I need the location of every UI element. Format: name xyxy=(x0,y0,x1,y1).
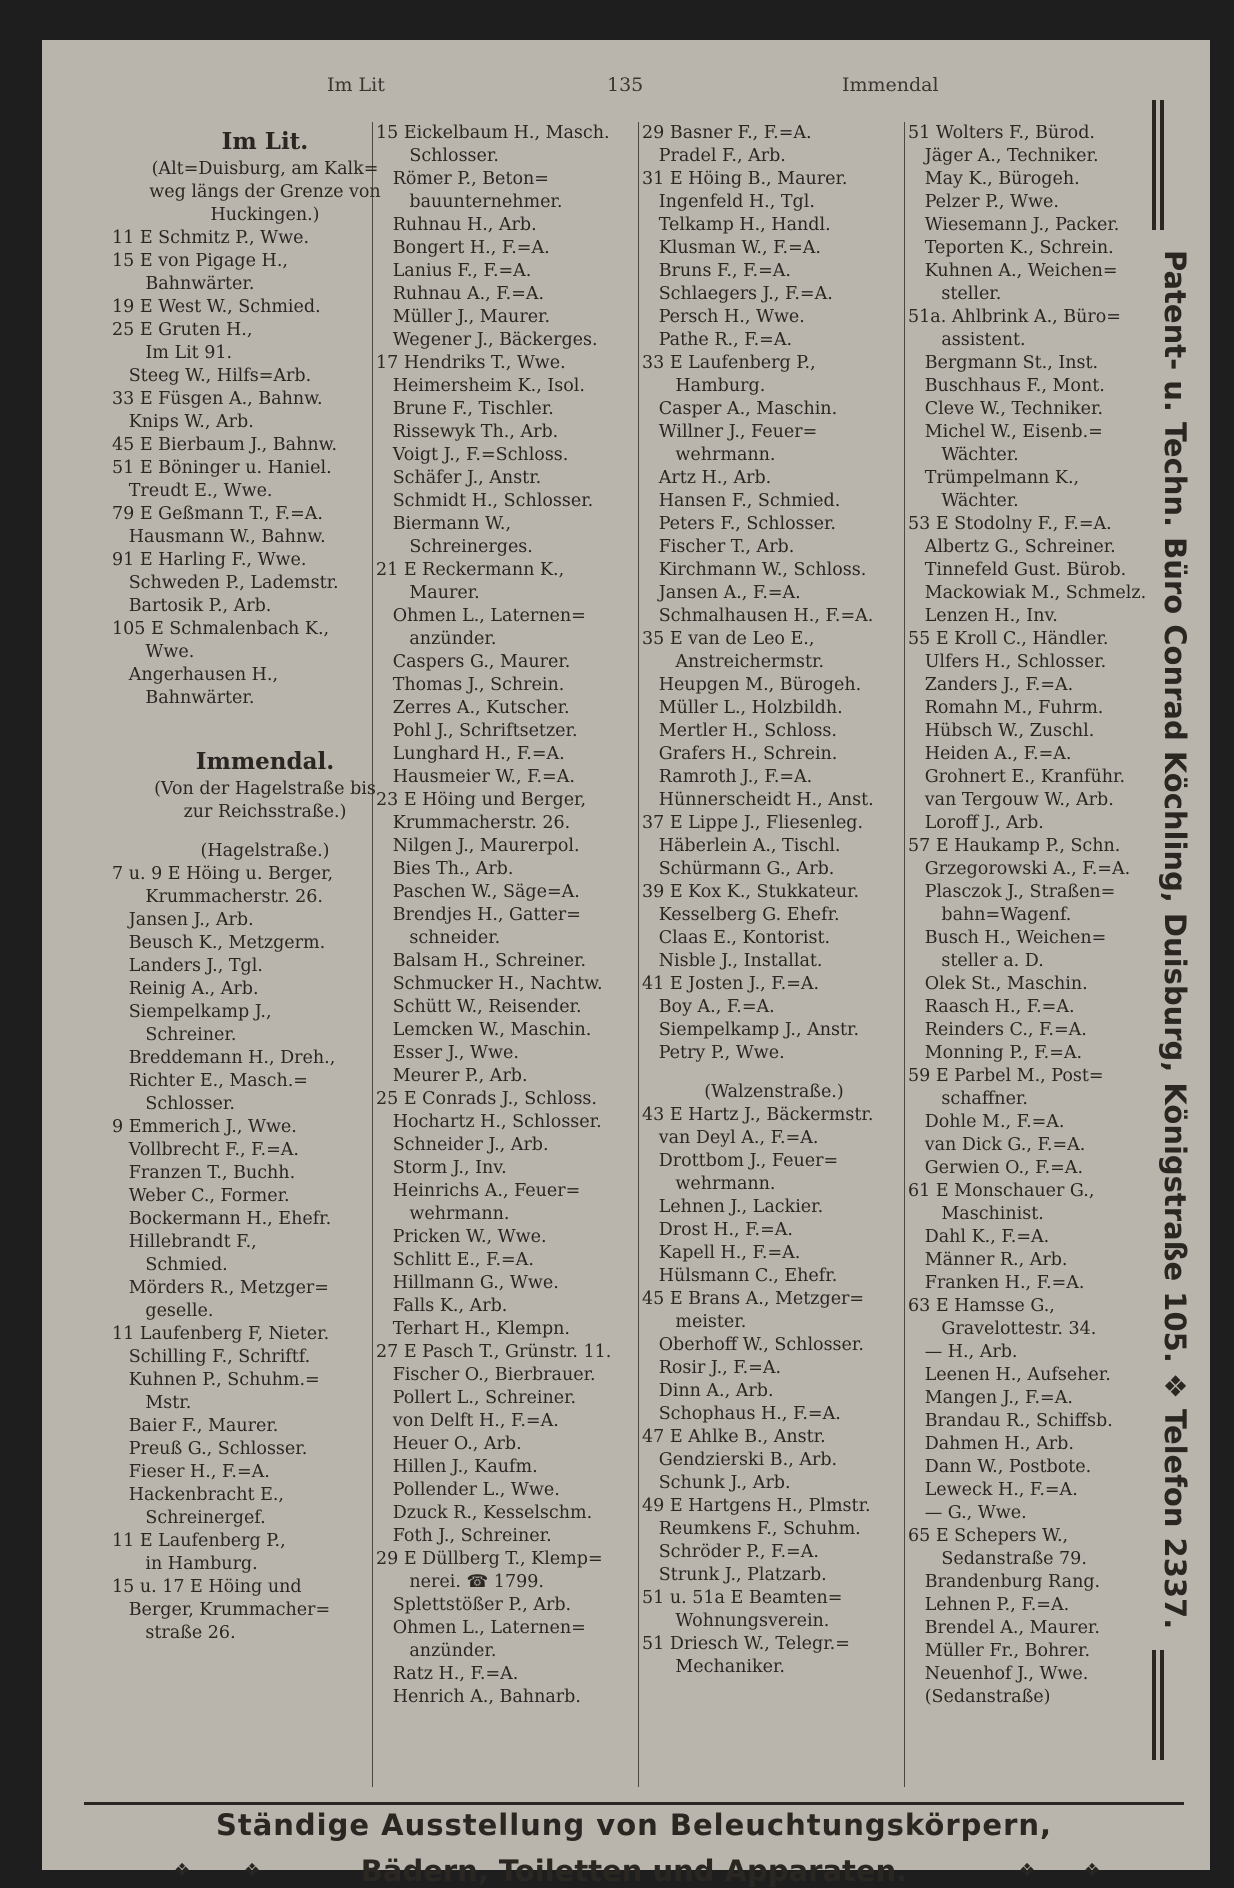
directory-entry: Heupgen M., Bürogeh. xyxy=(642,675,862,695)
directory-entry: Bruns F., F.=A. xyxy=(642,261,791,281)
running-header-right: Immendal xyxy=(842,74,939,96)
directory-entry: Albertz G., Schreiner. xyxy=(908,537,1116,557)
directory-entry: 45 E Bierbaum J., Bahnw. xyxy=(112,435,338,455)
directory-entry: Mertler H., Schloss. xyxy=(642,721,837,741)
directory-entry: Monning P., F.=A. xyxy=(908,1043,1083,1063)
directory-entry: Wegener J., Bäckerges. xyxy=(376,330,598,350)
directory-entry: Hillebrandt F., xyxy=(112,1232,257,1252)
bottom-ad-line-2 xyxy=(84,1854,1184,1888)
street-note: (Von der Hagelstraße bis xyxy=(154,779,376,799)
directory-entry: Pollender L., Wwe. xyxy=(376,1480,560,1500)
directory-entry: (Sedanstraße) xyxy=(908,1687,1051,1707)
directory-entry: 59 E Parbel M., Post= xyxy=(908,1066,1104,1086)
directory-entry: 27 E Pasch T., Grünstr. 11. xyxy=(376,1342,612,1362)
directory-entry: Artz H., Arb. xyxy=(642,468,772,488)
directory-entry: Gerwien O., F.=A. xyxy=(908,1158,1084,1178)
directory-entry: Schreinergef. xyxy=(112,1508,266,1528)
directory-entry: 53 E Stodolny F., F.=A. xyxy=(908,514,1112,534)
directory-entry: 57 E Haukamp P., Schn. xyxy=(908,836,1121,856)
directory-entry: Falls K., Arb. xyxy=(376,1296,508,1316)
directory-entry: 33 E Füsgen A., Bahnw. xyxy=(112,389,323,409)
directory-entry: Pelzer P., Wwe. xyxy=(908,192,1059,212)
directory-entry: Landers J., Tgl. xyxy=(112,956,263,976)
street-note: (Walzenstraße.) xyxy=(704,1082,844,1102)
directory-entry: steller. xyxy=(908,284,1002,304)
directory-entry: bauunternehmer. xyxy=(376,192,563,212)
directory-entry: Klusman W., F.=A. xyxy=(642,238,821,258)
directory-entry: Kuhnen A., Weichen= xyxy=(908,261,1118,281)
ornament-icon: ❖ xyxy=(244,1860,261,1881)
directory-entry: Jansen A., F.=A. xyxy=(642,583,801,603)
directory-entry: Hochartz H., Schlosser. xyxy=(376,1112,602,1132)
directory-entry: Reinig A., Arb. xyxy=(112,979,259,999)
directory-entry: 51 Driesch W., Telegr.= xyxy=(642,1634,850,1654)
directory-entry: Gravelottestr. 34. xyxy=(908,1319,1097,1339)
directory-entry: Loroff J., Arb. xyxy=(908,813,1044,833)
directory-entry: 61 E Monschauer G., xyxy=(908,1181,1095,1201)
directory-entry: Kirchmann W., Schloss. xyxy=(642,560,867,580)
directory-entry: 25 E Gruten H., xyxy=(112,320,253,340)
directory-entry: Hausmeier W., F.=A. xyxy=(376,767,575,787)
directory-entry: Preuß G., Schlosser. xyxy=(112,1439,308,1459)
directory-entry: Grafers H., Schrein. xyxy=(642,744,838,764)
directory-entry: Teporten K., Schrein. xyxy=(908,238,1114,258)
directory-entry: 39 E Kox K., Stukkateur. xyxy=(642,882,860,902)
directory-page xyxy=(42,40,1210,1888)
directory-entry: Angerhausen H., xyxy=(112,665,279,685)
directory-entry: Ruhnau A., F.=A. xyxy=(376,284,545,304)
directory-entry: Im Lit 91. xyxy=(112,343,233,363)
directory-entry: Wohnungsverein. xyxy=(642,1611,830,1631)
directory-entry: nerei. ☎ 1799. xyxy=(376,1572,544,1592)
directory-entry: 15 u. 17 E Höing und xyxy=(112,1577,302,1597)
directory-entry: Cleve W., Techniker. xyxy=(908,399,1104,419)
directory-entry: Plasczok J., Straßen= xyxy=(908,882,1116,902)
street-note: Huckingen.) xyxy=(210,205,320,225)
directory-entry: Steeg W., Hilfs=Arb. xyxy=(112,366,312,386)
directory-entry: Schreinerges. xyxy=(376,537,533,557)
directory-entry: Bahnwärter. xyxy=(112,274,255,294)
directory-entry: 47 E Ahlke B., Anstr. xyxy=(642,1427,826,1447)
directory-entry: in Hamburg. xyxy=(112,1554,258,1574)
directory-entry: wehrmann. xyxy=(376,1204,510,1224)
directory-entry: 19 E West W., Schmied. xyxy=(112,297,321,317)
directory-entry: Kesselberg G. Ehefr. xyxy=(642,905,840,925)
directory-entry: Schophaus H., F.=A. xyxy=(642,1404,841,1424)
directory-entry: 51 Wolters F., Bürod. xyxy=(908,123,1095,143)
directory-entry: May K., Bürogeh. xyxy=(908,169,1080,189)
directory-entry: Wächter. xyxy=(908,445,1019,465)
directory-entry: Sedanstraße 79. xyxy=(908,1549,1087,1569)
directory-entry: Franzen T., Buchh. xyxy=(112,1163,296,1183)
directory-entry: anzünder. xyxy=(376,629,497,649)
directory-entry: Terhart H., Klempn. xyxy=(376,1319,570,1339)
directory-entry: 55 E Kroll C., Händler. xyxy=(908,629,1109,649)
directory-entry: Zerres A., Kutscher. xyxy=(376,698,570,718)
street-note: zur Reichsstraße.) xyxy=(183,802,347,822)
directory-entry: 17 Hendriks T., Wwe. xyxy=(376,353,566,373)
directory-entry: Mangen J., F.=A. xyxy=(908,1388,1073,1408)
directory-entry: 9 Emmerich J., Wwe. xyxy=(112,1117,297,1137)
directory-entry: Hillen J., Kaufm. xyxy=(376,1457,538,1477)
directory-entry: Reinders C., F.=A. xyxy=(908,1020,1087,1040)
directory-entry: Heimersheim K., Isol. xyxy=(376,376,585,396)
directory-entry: Hansen F., Schmied. xyxy=(642,491,841,511)
directory-entry: Treudt E., Wwe. xyxy=(112,481,273,501)
directory-entry: Krummacherstr. 26. xyxy=(376,813,571,833)
directory-entry: Wiesemann J., Packer. xyxy=(908,215,1120,235)
directory-entry: Voigt J., F.=Schloss. xyxy=(376,445,569,465)
street-heading: Immendal. xyxy=(195,748,335,775)
directory-entry: 21 E Reckermann K., xyxy=(376,560,565,580)
directory-entry: Persch H., Wwe. xyxy=(642,307,805,327)
directory-entry: Ulfers H., Schlosser. xyxy=(908,652,1107,672)
directory-entry: Dahmen H., Arb. xyxy=(908,1434,1074,1454)
directory-entry: Drost H., F.=A. xyxy=(642,1220,793,1240)
directory-entry: 25 E Conrads J., Schloss. xyxy=(376,1089,597,1109)
directory-entry: Fieser H., F.=A. xyxy=(112,1462,270,1482)
directory-entry: Müller Fr., Bohrer. xyxy=(908,1641,1091,1661)
directory-entry: Schmied. xyxy=(112,1255,228,1275)
directory-entry: 63 E Hamsse G., xyxy=(908,1296,1055,1316)
directory-entry: Dahl K., F.=A. xyxy=(908,1227,1050,1247)
directory-entry: Nilgen J., Maurerpol. xyxy=(376,836,580,856)
directory-entry: Biermann W., xyxy=(376,514,512,534)
directory-entry: Tinnefeld Gust. Bürob. xyxy=(908,560,1127,580)
directory-entry: Mackowiak M., Schmelz. xyxy=(908,583,1147,603)
directory-entry: 51 E Böninger u. Haniel. xyxy=(112,458,332,478)
directory-entry: Mstr. xyxy=(112,1393,192,1413)
directory-entry: Schilling F., Schriftf. xyxy=(112,1347,311,1367)
directory-column-2 xyxy=(376,122,646,1782)
directory-entry: Schunk J., Arb. xyxy=(642,1473,791,1493)
directory-entry: Mörders R., Metzger= xyxy=(112,1278,329,1298)
directory-entry: Schmucker H., Nachtw. xyxy=(376,974,603,994)
directory-entry: Dann W., Postbote. xyxy=(908,1457,1092,1477)
ornament-icon: ❖ xyxy=(1084,1860,1101,1881)
directory-entry: Brune F., Tischler. xyxy=(376,399,554,419)
directory-entry: Oberhoff W., Schlosser. xyxy=(642,1335,864,1355)
directory-entry: Pollert L., Schreiner. xyxy=(376,1388,577,1408)
directory-entry: 11 E Laufenberg P., xyxy=(112,1531,286,1551)
directory-entry: Hausmann W., Bahnw. xyxy=(112,527,326,547)
directory-entry: Bahnwärter. xyxy=(112,688,255,708)
directory-entry: Brandenburg Rang. xyxy=(908,1572,1101,1592)
directory-entry: Caspers G., Maurer. xyxy=(376,652,571,672)
directory-entry: geselle. xyxy=(112,1301,214,1321)
directory-entry: Michel W., Eisenb.= xyxy=(908,422,1103,442)
directory-entry: Wwe. xyxy=(112,642,195,662)
directory-entry: 65 E Schepers W., xyxy=(908,1526,1069,1546)
directory-entry: Gendzierski B., Arb. xyxy=(642,1450,838,1470)
directory-entry: 91 E Harling F., Wwe. xyxy=(112,550,307,570)
directory-entry: Pradel F., Arb. xyxy=(642,146,786,166)
directory-entry: Brandau R., Schiffsb. xyxy=(908,1411,1113,1431)
directory-entry: Schlitt E., F.=A. xyxy=(376,1250,534,1270)
directory-entry: Brendjes H., Gatter= xyxy=(376,905,581,925)
directory-entry: Baier F., Maurer. xyxy=(112,1416,279,1436)
directory-entry: schaffner. xyxy=(908,1089,1028,1109)
directory-entry: 11 Laufenberg F, Nieter. xyxy=(112,1324,330,1344)
directory-entry: Drottbom J., Feuer= xyxy=(642,1151,839,1171)
directory-entry: Jäger A., Techniker. xyxy=(908,146,1099,166)
ornament-icon: ❖ xyxy=(174,1860,191,1881)
directory-entry: van Deyl A., F.=A. xyxy=(642,1128,819,1148)
directory-entry: Lemcken W., Maschin. xyxy=(376,1020,592,1040)
directory-entry: Bies Th., Arb. xyxy=(376,859,514,879)
directory-entry: anzünder. xyxy=(376,1641,497,1661)
directory-entry: 37 E Lippe J., Fliesenleg. xyxy=(642,813,864,833)
directory-entry: 15 E von Pigage H., xyxy=(112,251,288,271)
directory-entry: Bartosik P., Arb. xyxy=(112,596,272,616)
running-header-left: Im Lit xyxy=(327,74,385,96)
directory-entry: Leweck H., F.=A. xyxy=(908,1480,1078,1500)
directory-entry: Peters F., Schlosser. xyxy=(642,514,836,534)
directory-entry: Fischer T., Arb. xyxy=(642,537,795,557)
directory-entry: Esser J., Wwe. xyxy=(376,1043,519,1063)
street-note: weg längs der Grenze von xyxy=(149,182,381,202)
directory-entry: Hillmann G., Wwe. xyxy=(376,1273,559,1293)
directory-entry: 51 u. 51a E Beamten= xyxy=(642,1588,843,1608)
directory-entry: Bongert H., F.=A. xyxy=(376,238,550,258)
directory-entry: Rissewyk Th., Arb. xyxy=(376,422,559,442)
directory-entry: Ramroth J., F.=A. xyxy=(642,767,813,787)
directory-entry: Brendel A., Maurer. xyxy=(908,1618,1100,1638)
directory-entry: 43 E Hartz J., Bäckermstr. xyxy=(642,1105,874,1125)
directory-entry: 11 E Schmitz P., Wwe. xyxy=(112,228,310,248)
directory-entry: Schütt W., Reisender. xyxy=(376,997,582,1017)
directory-entry: Ruhnau H., Arb. xyxy=(376,215,537,235)
directory-entry: Fischer O., Bierbrauer. xyxy=(376,1365,596,1385)
directory-entry: Maschinist. xyxy=(908,1204,1044,1224)
directory-entry: Kapell H., F.=A. xyxy=(642,1243,801,1263)
directory-entry: Rosir J., F.=A. xyxy=(642,1358,782,1378)
rule-icon xyxy=(1160,1650,1164,1760)
directory-entry: Hülsmann C., Ehefr. xyxy=(642,1266,838,1286)
directory-entry: 15 Eickelbaum H., Masch. xyxy=(376,123,610,143)
directory-column-1 xyxy=(112,122,418,1782)
directory-entry: Buschhaus F., Mont. xyxy=(908,376,1105,396)
page-number: 135 xyxy=(607,74,644,96)
directory-entry: assistent. xyxy=(908,330,1026,350)
directory-entry: Nisble J., Installat. xyxy=(642,951,823,971)
directory-entry: Busch H., Weichen= xyxy=(908,928,1107,948)
side-advertisement xyxy=(1136,40,1210,1780)
directory-entry: Schneider J., Arb. xyxy=(376,1135,549,1155)
directory-entry: Schürmann G., Arb. xyxy=(642,859,835,879)
directory-entry: 33 E Laufenberg P., xyxy=(642,353,816,373)
directory-entry: Siempelkamp J., Anstr. xyxy=(642,1020,860,1040)
side-ad-text: Patent- u. Techn. Büro Conrad Köchling, Duisburg, Königstraße 105. ❖ Telefon 2337. xyxy=(1158,250,1192,1630)
directory-entry: Storm J., Inv. xyxy=(376,1158,507,1178)
directory-entry: Splettstößer P., Arb. xyxy=(376,1595,572,1615)
directory-entry: Ingenfeld H., Tgl. xyxy=(642,192,815,212)
directory-entry: Boy A., F.=A. xyxy=(642,997,775,1017)
rule-icon xyxy=(1152,1650,1156,1760)
directory-entry: Telkamp H., Handl. xyxy=(642,215,831,235)
directory-entry: Breddemann H., Dreh., xyxy=(112,1048,336,1068)
directory-entry: Weber C., Former. xyxy=(112,1186,290,1206)
directory-entry: meister. xyxy=(642,1312,747,1332)
directory-entry: Ohmen L., Laternen= xyxy=(376,1618,586,1638)
directory-entry: Anstreichermstr. xyxy=(642,652,825,672)
directory-entry: Hackenbracht E., xyxy=(112,1485,284,1505)
directory-entry: Zanders J., F.=A. xyxy=(908,675,1074,695)
directory-entry: bahn=Wagenf. xyxy=(908,905,1072,925)
directory-entry: — G., Wwe. xyxy=(908,1503,1027,1523)
directory-entry: Reumkens F., Schuhm. xyxy=(642,1519,861,1539)
directory-entry: Beusch K., Metzgerm. xyxy=(112,933,326,953)
directory-entry: Berger, Krummacher= xyxy=(112,1600,331,1620)
directory-entry: Müller J., Maurer. xyxy=(376,307,551,327)
directory-entry: Schweden P., Lademstr. xyxy=(112,573,339,593)
directory-entry: Hünnerscheidt H., Anst. xyxy=(642,790,874,810)
directory-entry: Schäfer J., Anstr. xyxy=(376,468,542,488)
directory-entry: Bergmann St., Inst. xyxy=(908,353,1099,373)
ad-divider xyxy=(84,1802,1184,1805)
directory-entry: steller a. D. xyxy=(908,951,1044,971)
directory-entry: Mechaniker. xyxy=(642,1657,785,1677)
directory-entry: Heuer O., Arb. xyxy=(376,1434,522,1454)
directory-entry: 35 E van de Leo E., xyxy=(642,629,815,649)
directory-entry: Schlosser. xyxy=(112,1094,235,1114)
directory-entry: Lehnen J., Lackier. xyxy=(642,1197,824,1217)
directory-entry: Männer R., Arb. xyxy=(908,1250,1068,1270)
directory-entry: Maurer. xyxy=(376,583,480,603)
directory-entry: Pathe R., F.=A. xyxy=(642,330,793,350)
directory-entry: 79 E Geßmann T., F.=A. xyxy=(112,504,323,524)
bottom-ad-line-1: Ständige Ausstellung von Beleuchtungskörpern, xyxy=(215,1808,1053,1842)
directory-entry: Römer P., Beton= xyxy=(376,169,549,189)
directory-entry: straße 26. xyxy=(112,1623,236,1643)
directory-entry: Bockermann H., Ehefr. xyxy=(112,1209,332,1229)
directory-entry: Heiden A., F.=A. xyxy=(908,744,1072,764)
directory-entry: 29 E Düllberg T., Klemp= xyxy=(376,1549,603,1569)
directory-entry: Ohmen L., Laternen= xyxy=(376,606,586,626)
directory-entry: Franken H., F.=A. xyxy=(908,1273,1085,1293)
directory-entry: wehrmann. xyxy=(642,1174,776,1194)
directory-entry: Grohnert E., Kranführ. xyxy=(908,767,1126,787)
directory-entry: Schmidt H., Schlosser. xyxy=(376,491,594,511)
directory-entry: Lanius F., F.=A. xyxy=(376,261,532,281)
bottom-ad-text: Bädern, Toiletten und Apparaten. xyxy=(360,1854,908,1888)
directory-entry: Pricken W., Wwe. xyxy=(376,1227,547,1247)
directory-entry: 31 E Höing B., Maurer. xyxy=(642,169,848,189)
directory-entry: Trümpelmann K., xyxy=(908,468,1080,488)
directory-entry: 7 u. 9 E Höing u. Berger, xyxy=(112,864,334,884)
directory-entry: Raasch H., F.=A. xyxy=(908,997,1075,1017)
directory-entry: Pohl J., Schriftsetzer. xyxy=(376,721,578,741)
directory-entry: Dohle M., F.=A. xyxy=(908,1112,1065,1132)
directory-entry: Thomas J., Schrein. xyxy=(376,675,565,695)
directory-entry: Lunghard H., F.=A. xyxy=(376,744,565,764)
rule-icon xyxy=(1160,100,1164,230)
directory-entry: Schreiner. xyxy=(112,1025,237,1045)
directory-entry: Dinn A., Arb. xyxy=(642,1381,774,1401)
street-note: (Hagelstraße.) xyxy=(200,841,330,861)
directory-entry: Heinrichs A., Feuer= xyxy=(376,1181,581,1201)
directory-entry: schneider. xyxy=(376,928,501,948)
directory-entry: Hamburg. xyxy=(642,376,766,396)
directory-entry: 41 E Josten J., F.=A. xyxy=(642,974,820,994)
directory-entry: Siempelkamp J., xyxy=(112,1002,272,1022)
directory-entry: Neuenhof J., Wwe. xyxy=(908,1664,1089,1684)
directory-entry: Leenen H., Aufseher. xyxy=(908,1365,1111,1385)
directory-entry: 105 E Schmalenbach K., xyxy=(112,619,330,639)
directory-entry: Jansen J., Arb. xyxy=(112,910,254,930)
directory-entry: Balsam H., Schreiner. xyxy=(376,951,587,971)
directory-entry: Richter E., Masch.= xyxy=(112,1071,308,1091)
directory-entry: Romahn M., Fuhrm. xyxy=(908,698,1104,718)
directory-entry: van Dick G., F.=A. xyxy=(908,1135,1086,1155)
directory-entry: wehrmann. xyxy=(642,445,776,465)
street-heading: Im Lit. xyxy=(221,128,309,155)
directory-entry: Hübsch W., Zuschl. xyxy=(908,721,1095,741)
directory-entry: Paschen W., Säge=A. xyxy=(376,882,580,902)
directory-entry: Knips W., Arb. xyxy=(112,412,254,432)
directory-entry: van Tergouw W., Arb. xyxy=(908,790,1114,810)
directory-entry: von Delft H., F.=A. xyxy=(376,1411,559,1431)
directory-entry: Häberlein A., Tischl. xyxy=(642,836,841,856)
directory-entry: 23 E Höing und Berger, xyxy=(376,790,587,810)
directory-entry: Schlaegers J., F.=A. xyxy=(642,284,833,304)
directory-entry: Casper A., Maschin. xyxy=(642,399,838,419)
directory-entry: 49 E Hartgens H., Plmstr. xyxy=(642,1496,871,1516)
directory-entry: Foth J., Schreiner. xyxy=(376,1526,552,1546)
directory-entry: Strunk J., Platzarb. xyxy=(642,1565,827,1585)
directory-entry: Lehnen P., F.=A. xyxy=(908,1595,1070,1615)
directory-entry: Claas E., Kontorist. xyxy=(642,928,831,948)
directory-entry: Olek St., Maschin. xyxy=(908,974,1088,994)
directory-entry: Lenzen H., Inv. xyxy=(908,606,1058,626)
directory-column-3 xyxy=(642,122,906,1782)
rule-icon xyxy=(1152,100,1156,230)
directory-entry: 29 Basner F., F.=A. xyxy=(642,123,812,143)
directory-entry: Schmalhausen H., F.=A. xyxy=(642,606,874,626)
directory-entry: Kuhnen P., Schuhm.= xyxy=(112,1370,320,1390)
directory-entry: Müller L., Holzbildh. xyxy=(642,698,843,718)
directory-entry: — H., Arb. xyxy=(908,1342,1018,1362)
directory-entry: Henrich A., Bahnarb. xyxy=(376,1687,581,1707)
directory-entry: Willner J., Feuer= xyxy=(642,422,818,442)
directory-entry: Krummacherstr. 26. xyxy=(112,887,323,907)
directory-entry: Petry P., Wwe. xyxy=(642,1043,785,1063)
directory-entry: Schlosser. xyxy=(376,146,499,166)
ornament-icon: ❖ xyxy=(1019,1860,1036,1881)
directory-entry: Ratz H., F.=A. xyxy=(376,1664,519,1684)
directory-entry: 45 E Brans A., Metzger= xyxy=(642,1289,865,1309)
directory-entry: Schröder P., F.=A. xyxy=(642,1542,819,1562)
directory-entry: Dzuck R., Kesselschm. xyxy=(376,1503,593,1523)
directory-entry: Grzegorowski A., F.=A. xyxy=(908,859,1131,879)
directory-entry: Wächter. xyxy=(908,491,1019,511)
directory-entry: Vollbrecht F., F.=A. xyxy=(112,1140,299,1160)
directory-entry: Meurer P., Arb. xyxy=(376,1066,528,1086)
directory-entry: 51a. Ahlbrink A., Büro= xyxy=(908,307,1121,327)
street-note: (Alt=Duisburg, am Kalk= xyxy=(151,159,379,179)
